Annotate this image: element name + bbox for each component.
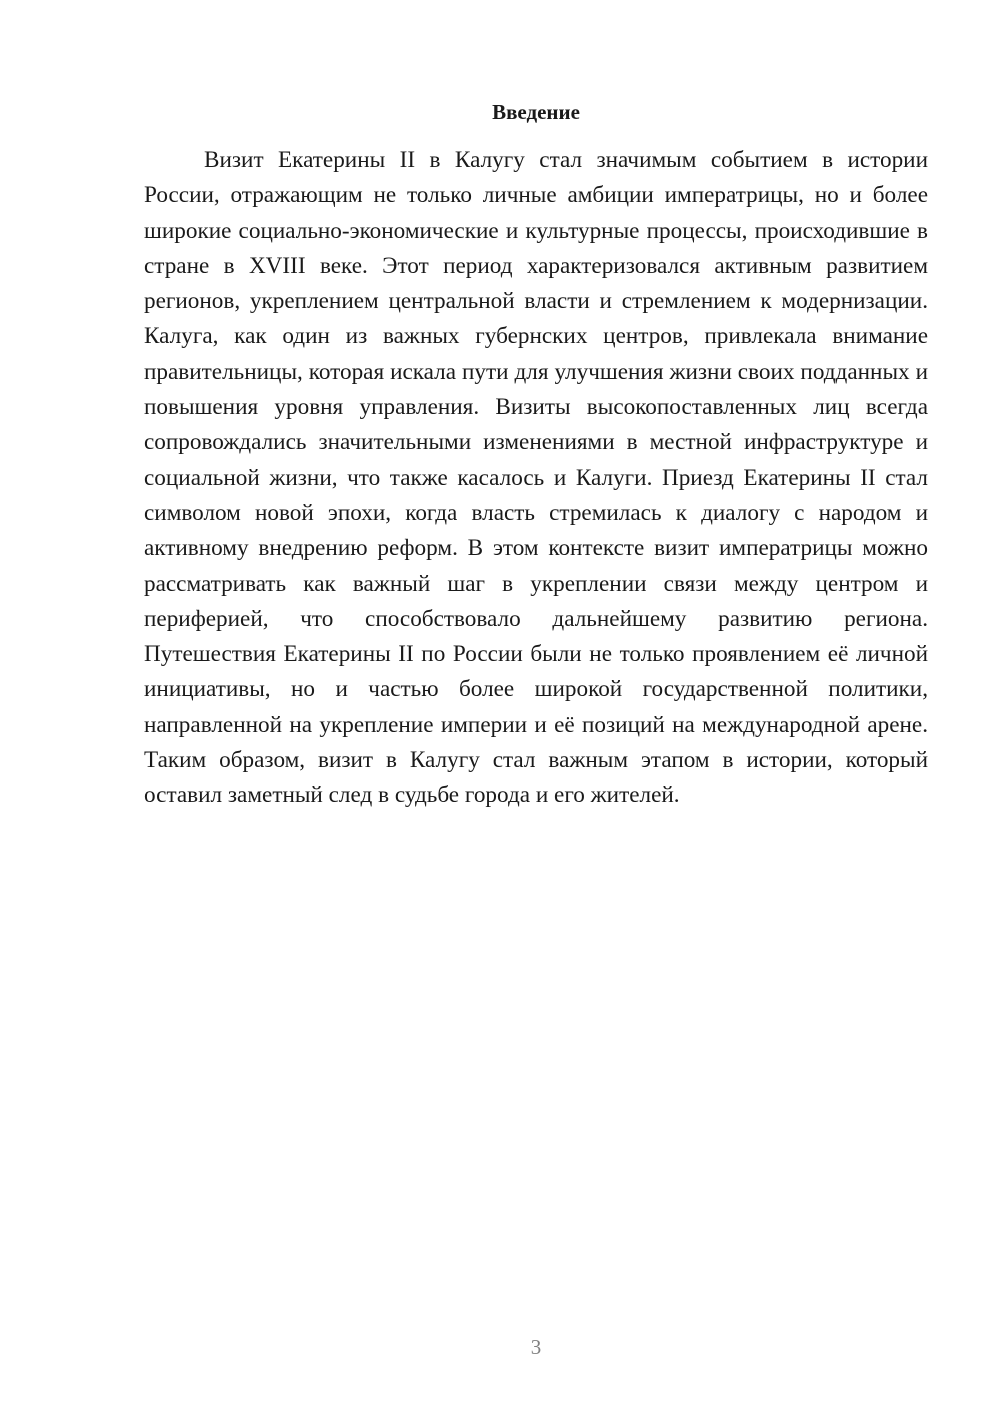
page-number: 3 (530, 1335, 542, 1359)
section-heading: Введение (492, 100, 580, 124)
body-paragraph: Визит Екатерины II в Калугу стал значимым событием в истории России, отражающим не только личные амбиции императрицы, но и более широкие социально-экономические и культурные процессы, происходившие в стране в XVIII веке. Этот период характеризовался активным развитием регионов, укреплением центральной власти и стремлением к модернизации. Калуга, как один из важных губернских центров, привлекала внимание правительницы, которая искала пути для улучшения жизни своих подданных и повышения уровня управления. Визиты высокопоставленных лиц всегда сопровождались значительными изменениями в местной инфраструктуре и социальной жизни, что также касалось и Калуги. Приезд Екатерины II стал символом новой эпохи, когда власть стремилась к диалогу с народом и активному внедрению реформ. В этом контексте визит императрицы можно рассматривать как важный шаг в укреплении связи между центром и периферией, что способствовало дальнейшему развитию региона. Путешествия Екатерины II по России были не только проявлением её личной инициативы, но и частью более широкой государственной политики, направленной на укрепление империи и её позиций на международной арене. Таким образом, визит в Калугу стал важным этапом в истории, который оставил заметный след в судьбе города и его жителей. (144, 147, 928, 809)
